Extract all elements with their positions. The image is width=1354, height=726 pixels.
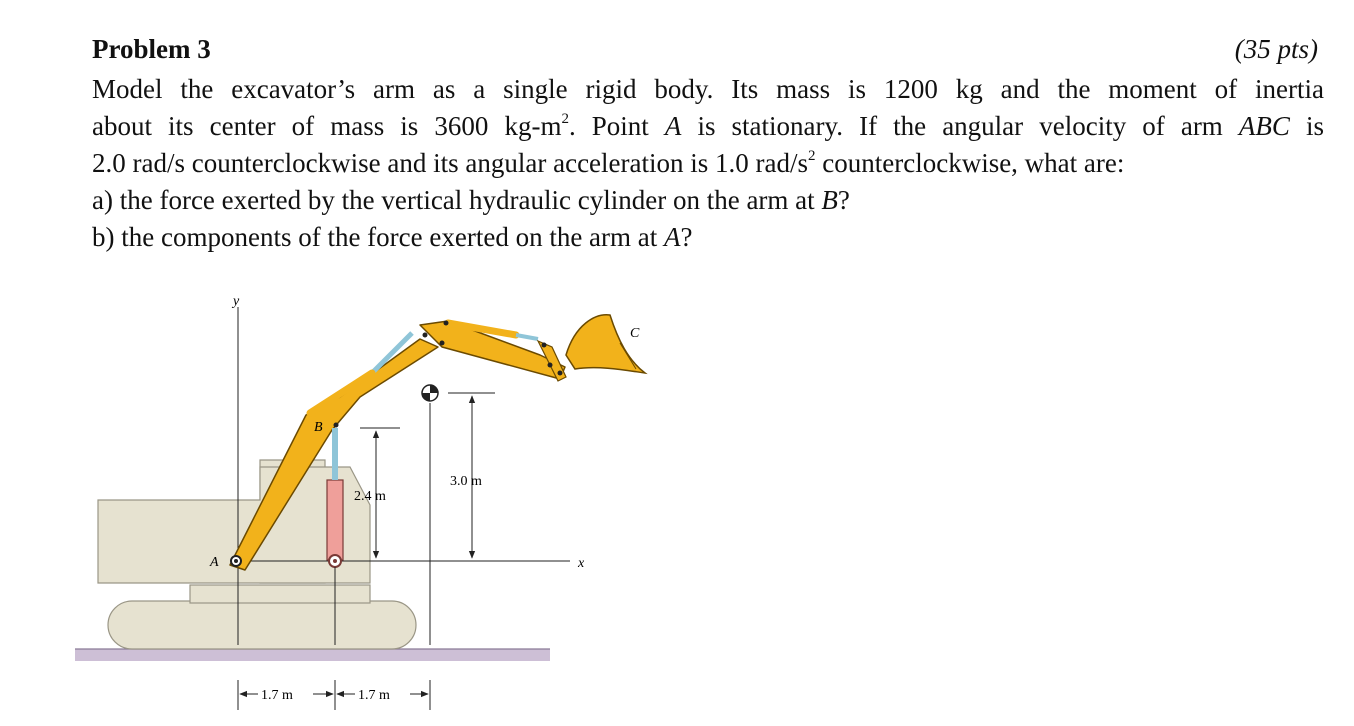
question-text: ? (837, 185, 850, 215)
vertical-cylinder (327, 480, 343, 560)
track-support (190, 585, 370, 603)
statement-line-3 (92, 145, 1324, 182)
point-b-ref: B (821, 185, 838, 215)
statement-text: . Point (568, 111, 665, 141)
excavator-figure (70, 285, 670, 715)
center-of-mass-icon (422, 385, 438, 401)
problem-points: (35 pts) (1234, 34, 1318, 64)
stick-cylinder-rod (516, 335, 538, 339)
label-c: C (630, 326, 640, 341)
cylinder-base-pin-center (333, 559, 337, 563)
question-text: b) the components of the force exerted on the arm at (92, 222, 665, 252)
point-a-ref: A (664, 111, 682, 141)
problem-statement (92, 71, 1324, 256)
statement-line-2 (92, 108, 1324, 145)
arm-abc-ref: ABC (1238, 111, 1290, 141)
problem-title: Problem 3 (92, 34, 211, 64)
statement-line-1 (92, 71, 1324, 108)
dim-3-0-label: 3.0 m (450, 474, 482, 489)
statement-text: Model the excavator’s arm as a single rigid body. Its mass is 1200 kg and the moment of inertia (92, 74, 1324, 104)
superscript: 2 (561, 111, 569, 127)
dim-1-7-right-label: 1.7 m (358, 688, 390, 703)
label-b: B (314, 420, 323, 435)
statement-text: about its center of mass is 3600 kg-m (92, 111, 562, 141)
statement-text: is (1289, 111, 1324, 141)
question-text: ? (680, 222, 693, 252)
statement-text: is stationary. If the angular velocity of arm (681, 111, 1239, 141)
dim-1-7-left-label: 1.7 m (261, 688, 293, 703)
dim-2-4-label: 2.4 m (354, 489, 386, 504)
question-b (92, 219, 1324, 256)
problem-header (92, 34, 1318, 70)
y-axis-label: y (233, 294, 240, 309)
statement-text: counterclockwise, what are: (815, 148, 1125, 178)
track (108, 601, 416, 649)
question-a (92, 182, 1324, 219)
label-a: A (210, 555, 219, 570)
point-a-ref: A (664, 222, 681, 252)
superscript: 2 (808, 148, 816, 164)
ground-strip (75, 649, 550, 661)
statement-text: 2.0 rad/s counterclockwise and its angular acceleration is 1.0 rad/s (92, 148, 809, 178)
question-text: a) the force exerted by the vertical hydraulic cylinder on the arm at (92, 185, 822, 215)
x-axis-label: x (578, 556, 585, 571)
